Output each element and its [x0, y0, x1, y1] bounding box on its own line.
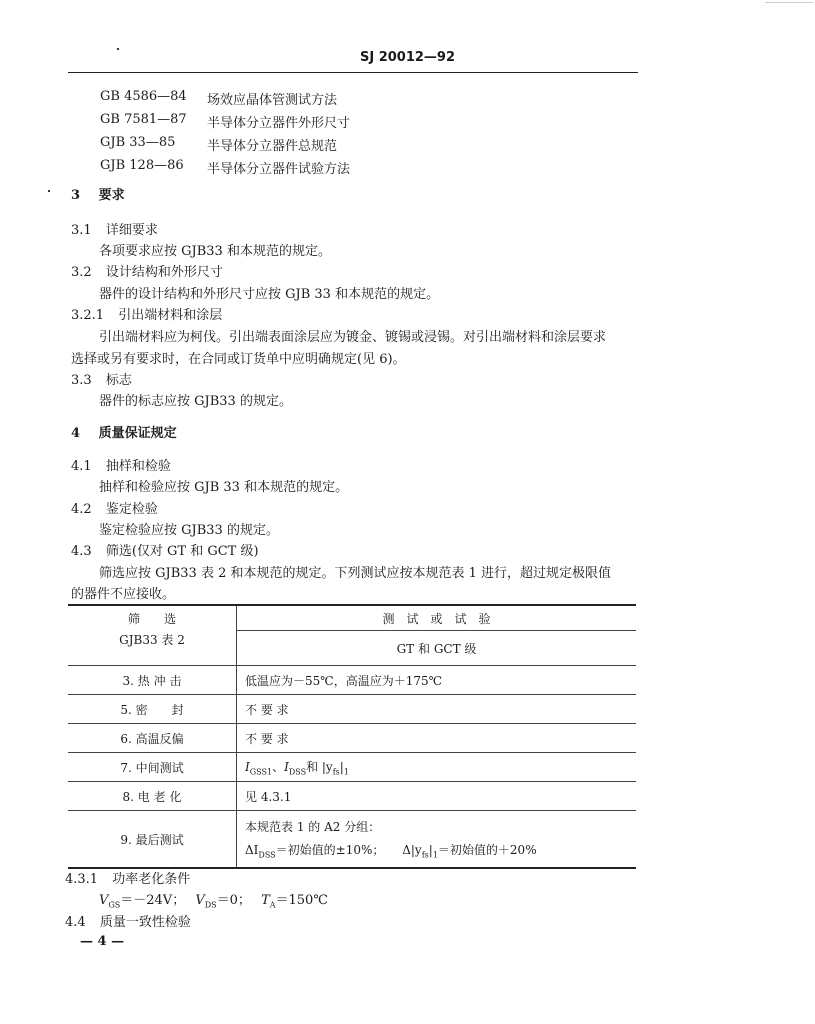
section-title: 鉴定检验: [105, 502, 158, 517]
table-head-right-2: GT 和 GCT 级: [237, 631, 637, 666]
subscript: fs: [332, 767, 340, 777]
burnin-conditions: [99, 889, 328, 910]
subscript: 1: [432, 850, 438, 860]
section-3-heading: [71, 184, 125, 203]
section-number: 3: [71, 188, 81, 203]
subscript: GS: [108, 900, 121, 910]
table-cell-item: 9. 最后测试: [68, 811, 237, 869]
document-header: SJ 20012—92: [359, 50, 456, 65]
header-rule: [68, 72, 638, 73]
table-row: [68, 724, 636, 753]
section-3-3-text: 器件的标志应按 GJB33 的规定。: [99, 394, 292, 409]
subscript: DSS: [288, 767, 307, 777]
section-title: 抽样和检验: [105, 459, 171, 474]
section-title: 筛选(仅对 GT 和 GCT 级): [105, 544, 259, 559]
table-cell-item: 3. 热 冲 击: [68, 666, 237, 695]
table-head-right-1: 测 试 或 试 验: [237, 605, 637, 631]
conjunction: 和 |y: [306, 759, 333, 774]
section-number: 4.3.1: [65, 872, 99, 887]
delta-y: Δ|y: [402, 843, 422, 858]
subscript: DS: [204, 900, 217, 910]
reference-title: 半导体分立器件总规范: [207, 139, 338, 154]
scan-speck: [117, 48, 119, 50]
section-number: 3.2.1: [71, 308, 105, 323]
symbol-i: I: [284, 759, 289, 774]
section-number: 3.1: [71, 223, 92, 238]
table-cell-item: 8. 电 老 化: [68, 782, 237, 811]
bar: |: [428, 843, 433, 858]
reference-code: GJB 33—85: [100, 135, 176, 150]
section-title: 功率老化条件: [112, 872, 191, 887]
table-cell-item: 6. 高温反偏: [68, 724, 237, 753]
section-number: 4.2: [71, 502, 92, 517]
table-head-left-1: 筛 选: [68, 605, 237, 631]
subscript: DSS: [258, 850, 276, 860]
subscript: 1: [343, 767, 349, 777]
limit-text: ＝初始值的＋20%: [437, 843, 537, 858]
table-cell-value: 不 要 求: [237, 724, 637, 753]
separator: 、: [272, 759, 285, 774]
section-title: 引出端材料和涂层: [118, 308, 223, 323]
reference-code: GB 7581—87: [100, 112, 187, 127]
section-4-1-heading: [71, 455, 171, 474]
section-3-2-text: 器件的设计结构和外形尺寸应按 GJB 33 和本规范的规定。: [99, 287, 440, 302]
section-4-2-text: 鉴定检验应按 GJB33 的规定。: [99, 523, 279, 538]
value: ＝－24V；: [120, 893, 186, 908]
subscript: A: [269, 900, 276, 910]
table-row: [68, 753, 636, 782]
scan-speck: [48, 190, 50, 192]
section-3-2-1-text-line1: 引出端材料应为柯伐。引出端表面涂层应为镀金、镀锡或浸锡。对引出端材料和涂层要求: [99, 330, 607, 345]
table-cell-value: [237, 811, 637, 869]
subscript: GSS1: [249, 767, 273, 777]
symbol-v: V: [99, 893, 109, 908]
section-3-2-heading: [71, 261, 223, 280]
table-row: [68, 666, 636, 695]
final-test-line2: [245, 841, 636, 859]
table-cell-value: [237, 753, 637, 782]
section-number: 3.3: [71, 373, 92, 388]
delta-i: ΔI: [245, 843, 259, 858]
table-cell-item: 5. 密 封: [68, 695, 237, 724]
section-3-1-heading: [71, 219, 158, 238]
section-4-3-text-line2: 的器件不应接收。: [71, 587, 176, 602]
reference-code: GJB 128—86: [100, 158, 184, 173]
section-3-2-1-text-line2: 选择或另有要求时，在合同或订货单中应明确规定(见 6)。: [71, 352, 406, 367]
section-title: 质量一致性检验: [99, 915, 191, 930]
scan-speck: [765, 2, 813, 3]
section-4-1-text: 抽样和检验应按 GJB 33 和本规范的规定。: [99, 480, 349, 495]
section-3-3-heading: [71, 369, 132, 388]
symbol-v: V: [195, 893, 205, 908]
symbol-i: I: [245, 759, 250, 774]
section-number: 4.4: [65, 915, 86, 930]
section-title: 标志: [105, 373, 132, 388]
section-3-2-1-heading: [71, 304, 222, 323]
page-number: — 4 —: [80, 934, 125, 949]
value: ＝0；: [216, 893, 251, 908]
table-cell-value: 低温应为－55℃，高温应为＋175℃: [237, 666, 637, 695]
table-row: [68, 695, 636, 724]
section-4-3-heading: [71, 540, 259, 559]
table-row: [68, 782, 636, 811]
section-number: 3.2: [71, 265, 92, 280]
section-title: 要求: [98, 188, 125, 203]
reference-title: 场效应晶体管测试方法: [207, 93, 338, 108]
table-cell-value: 不 要 求: [237, 695, 637, 724]
section-4-3-text-line1: 筛选应按 GJB33 表 2 和本规范的规定。下列测试应按本规范表 1 进行，超过规定极限值: [99, 566, 612, 581]
table-head-left-2: GJB33 表 2: [68, 631, 237, 666]
section-4-3-1-heading: [65, 868, 190, 887]
final-test-line1: 本规范表 1 的 A2 分组：: [245, 820, 381, 835]
reference-code: GB 4586—84: [100, 89, 187, 104]
section-4-4-heading: [65, 911, 191, 930]
section-number: 4: [71, 426, 81, 441]
section-4-heading: [71, 422, 177, 441]
section-3-1-text: 各项要求应按 GJB33 和本规范的规定。: [99, 244, 331, 259]
limit-text: ＝初始值的±10%；: [275, 843, 385, 858]
screening-table: [68, 604, 636, 869]
section-title: 详细要求: [105, 223, 158, 238]
reference-title: 半导体分立器件试验方法: [207, 162, 351, 177]
section-number: 4.3: [71, 544, 92, 559]
reference-title: 半导体分立器件外形尺寸: [207, 116, 351, 131]
bar: |: [339, 759, 344, 774]
section-4-2-heading: [71, 498, 158, 517]
section-number: 4.1: [71, 459, 92, 474]
table-cell-value: 见 4.3.1: [237, 782, 637, 811]
value: ＝150℃: [275, 893, 328, 908]
table-row: [68, 811, 636, 869]
subscript: fs: [421, 850, 429, 860]
table-cell-item: 7. 中间测试: [68, 753, 237, 782]
section-title: 质量保证规定: [98, 426, 177, 441]
symbol-t: T: [261, 893, 270, 908]
section-title: 设计结构和外形尺寸: [105, 265, 223, 280]
